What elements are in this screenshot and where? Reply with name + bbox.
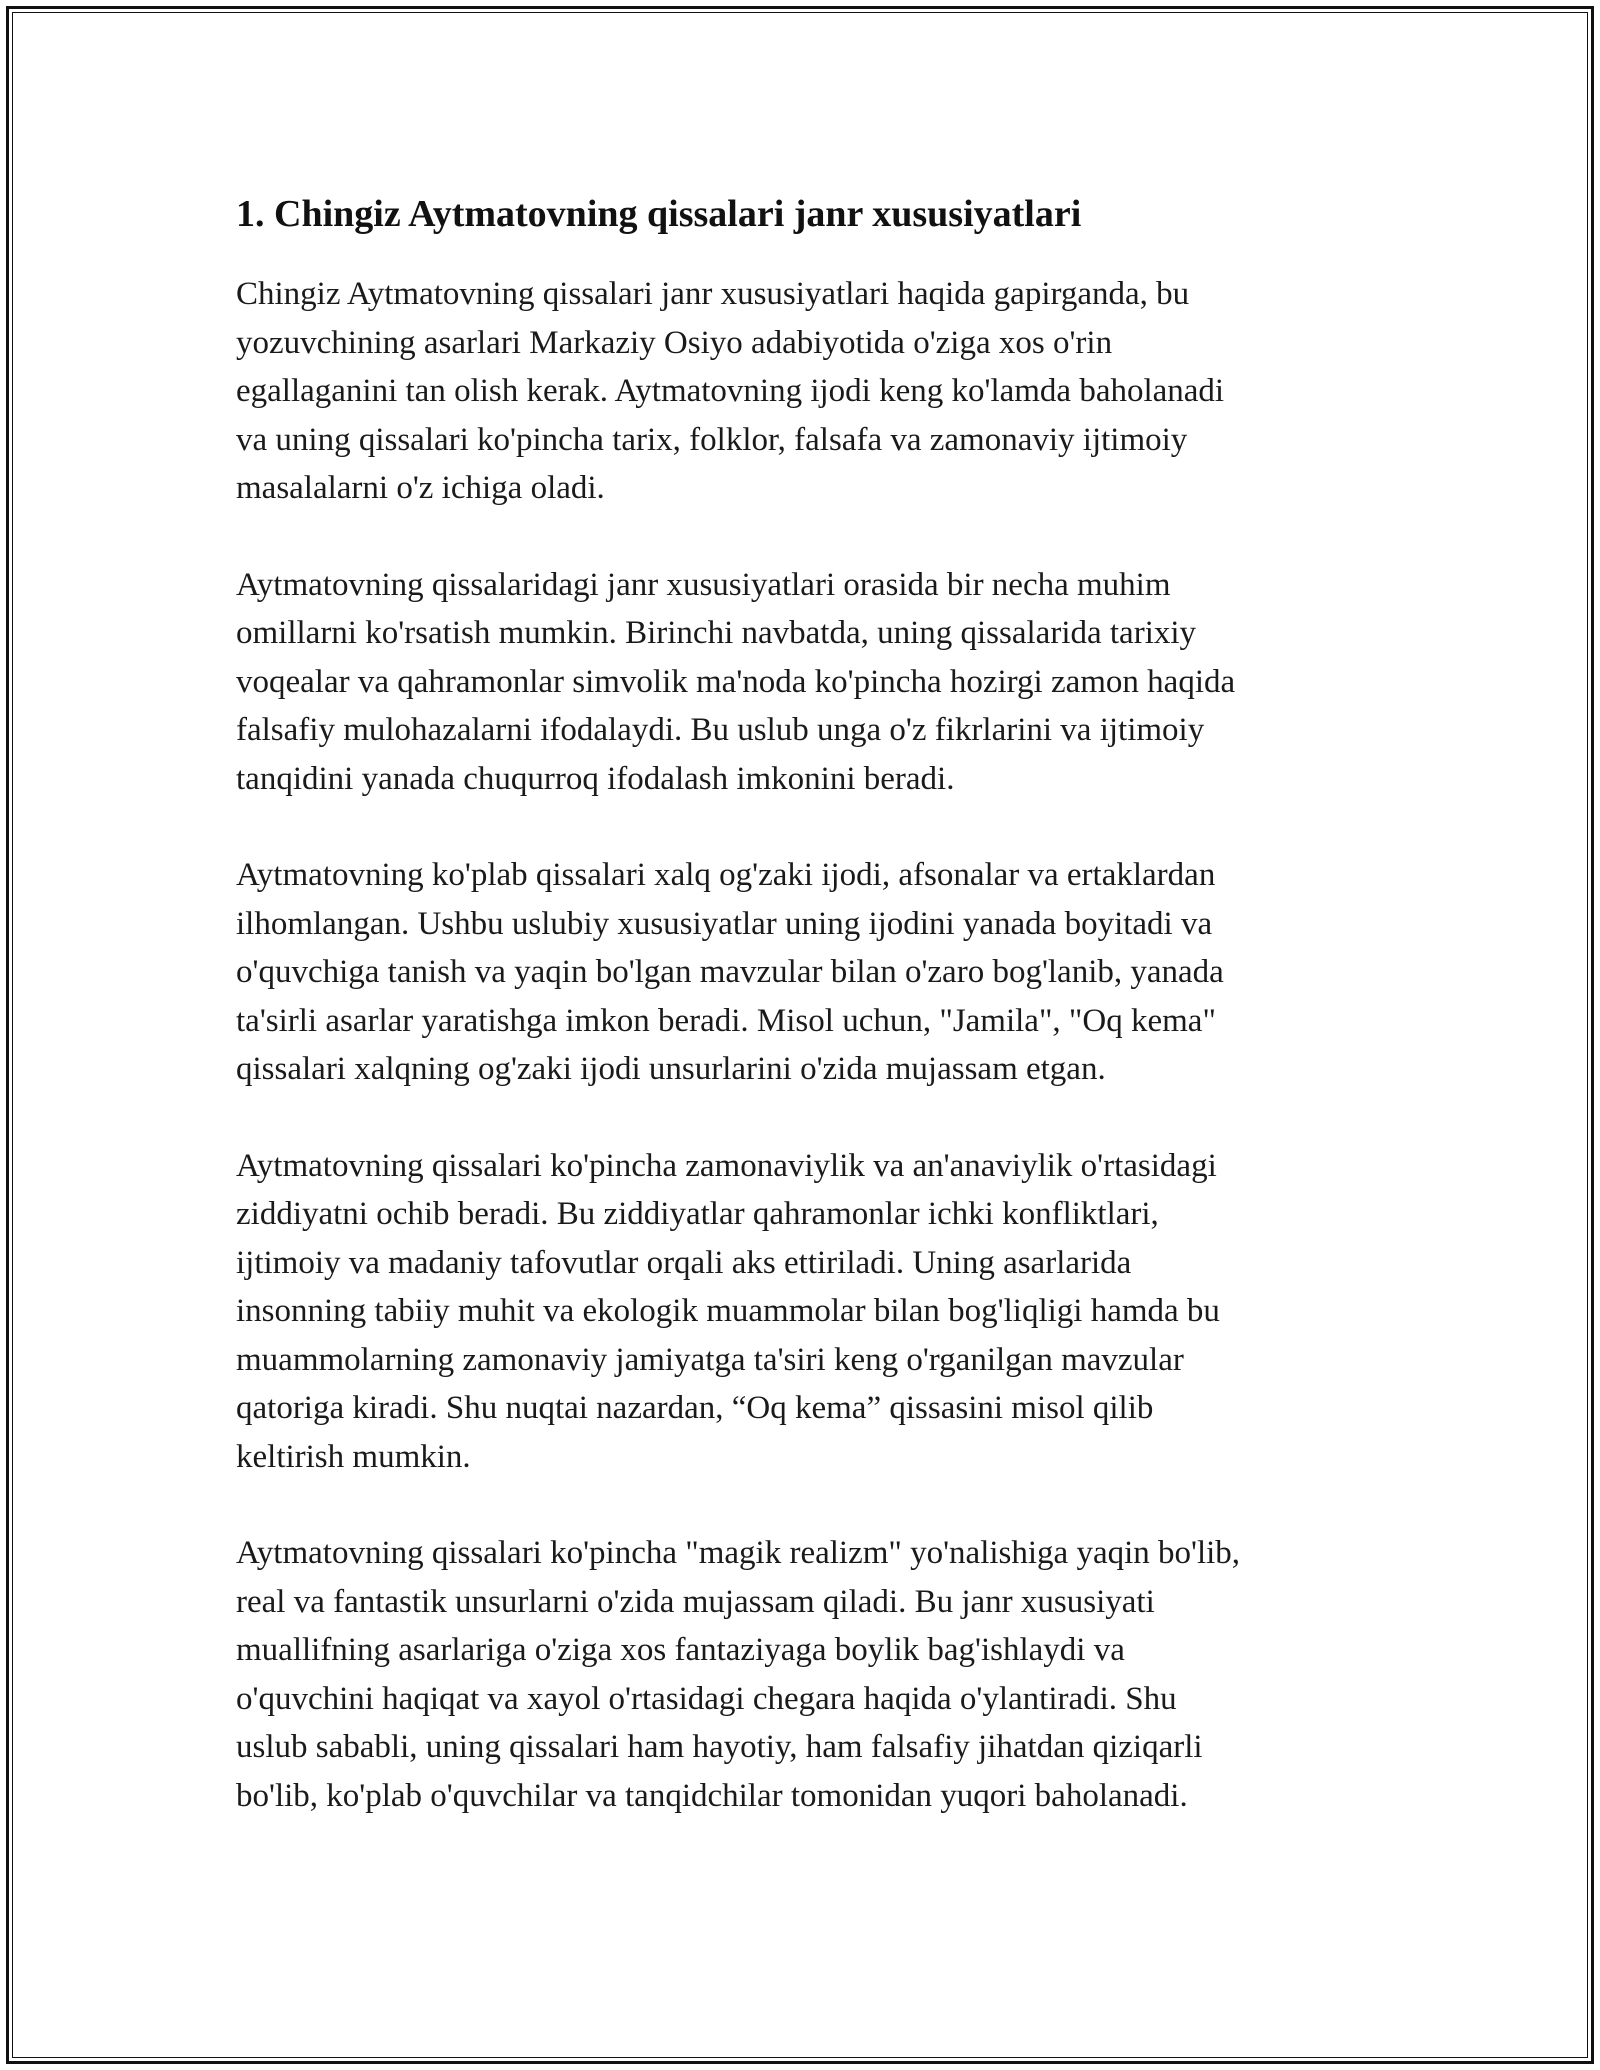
paragraph-line: insonning tabiiy muhit va ekologik muammolar bilan bog'liqligi hamda bu [236,1293,1220,1329]
paragraph-line: falsafiy mulohazalarni ifodalaydi. Bu uslub unga o'z fikrlarini va ijtimoiy [236,712,1205,748]
paragraph-line: Aytmatovning ko'plab qissalari xalq og'zaki ijodi, afsonalar va ertaklardan [236,857,1216,893]
paragraph-line: qatoriga kiradi. Shu nuqtai nazardan, “Oq kema” qissasini misol qilib [236,1390,1154,1426]
document-body [236,186,1366,1868]
paragraph-line: voqealar va qahramonlar simvolik ma'noda ko'pincha hozirgi zamon haqida [236,663,1236,700]
paragraph-folklore [236,851,1366,1094]
section-heading: 1. Chingiz Aytmatovning qissalari janr xususiyatlari [236,193,1082,235]
paragraph-line: uslub sababli, uning qissalari ham hayotiy, ham falsafiy jihatdan qiziqarli [236,1729,1203,1765]
paragraph-line: masalalarni o'z ichiga oladi. [236,470,605,506]
paragraph-line: tanqidini yanada chuqurroq ifodalash imkonini beradi. [236,760,955,797]
paragraph-line: omillarni ko'rsatish mumkin. Birinchi navbatda, uning qissalarida tarixiy [236,615,1197,651]
paragraph-line: ta'sirli asarlar yaratishga imkon beradi. Misol uchun, "Jamila", "Oq kema" [236,1002,1216,1039]
paragraph-line: qissalari xalqning og'zaki ijodi unsurlarini o'zida mujassam etgan. [236,1051,1106,1087]
paragraph-intro [236,270,1366,513]
paragraph-genre-features [236,561,1366,804]
paragraph-line: yozuvchining asarlari Markaziy Osiyo adabiyotida o'ziga xos o'rin [236,324,1113,361]
paragraph-line: bo'lib, ko'plab o'quvchilar va tanqidchilar tomonidan yuqori baholanadi. [236,1777,1188,1814]
paragraph-line: ijtimoiy va madaniy tafovutlar orqali aks ettiriladi. Uning asarlarida [236,1244,1132,1281]
paragraph-line: muallifning asarlariga o'ziga xos fantaziyaga boylik bag'ishlaydi va [236,1632,1125,1668]
paragraph-line: egallaganini tan olish kerak. Aytmatovning ijodi keng ko'lamda baholanadi [236,373,1225,409]
paragraph-modernity-tradition [236,1142,1366,1482]
paragraph-line: muammolarning zamonaviy jamiyatga ta'siri keng o'rganilgan mavzular [236,1341,1184,1378]
paragraph-line: va uning qissalari ko'pincha tarix, folklor, falsafa va zamonaviy ijtimoiy [236,421,1188,458]
paragraph-line: keltirish mumkin. [236,1438,471,1475]
paragraph-line: ziddiyatni ochib beradi. Bu ziddiyatlar qahramonlar ichki konfliktlari, [236,1196,1159,1232]
paragraph-line: Aytmatovning qissalari ko'pincha zamonaviylik va an'anaviylik o'rtasidagi [236,1147,1217,1184]
paragraph-magic-realism [236,1529,1366,1820]
paragraph-line: o'quvchiga tanish va yaqin bo'lgan mavzular bilan o'zaro bog'lanib, yanada [236,954,1224,990]
paragraph-line: Aytmatovning qissalaridagi janr xususiyatlari orasida bir necha muhim [236,566,1171,603]
paragraph-line: Chingiz Aytmatovning qissalari janr xususiyatlari haqida gapirganda, bu [236,276,1190,312]
paragraph-line: ilhomlangan. Ushbu uslubiy xususiyatlar uning ijodini yanada boyitadi va [236,905,1213,942]
paragraph-line: real va fantastik unsurlarni o'zida mujassam qiladi. Bu janr xususiyati [236,1583,1155,1620]
paragraph-line: Aytmatovning qissalari ko'pincha "magik realizm" yo'nalishiga yaqin bo'lib, [236,1535,1241,1571]
paragraph-line: o'quvchini haqiqat va xayol o'rtasidagi chegara haqida o'ylantiradi. Shu [236,1680,1177,1717]
